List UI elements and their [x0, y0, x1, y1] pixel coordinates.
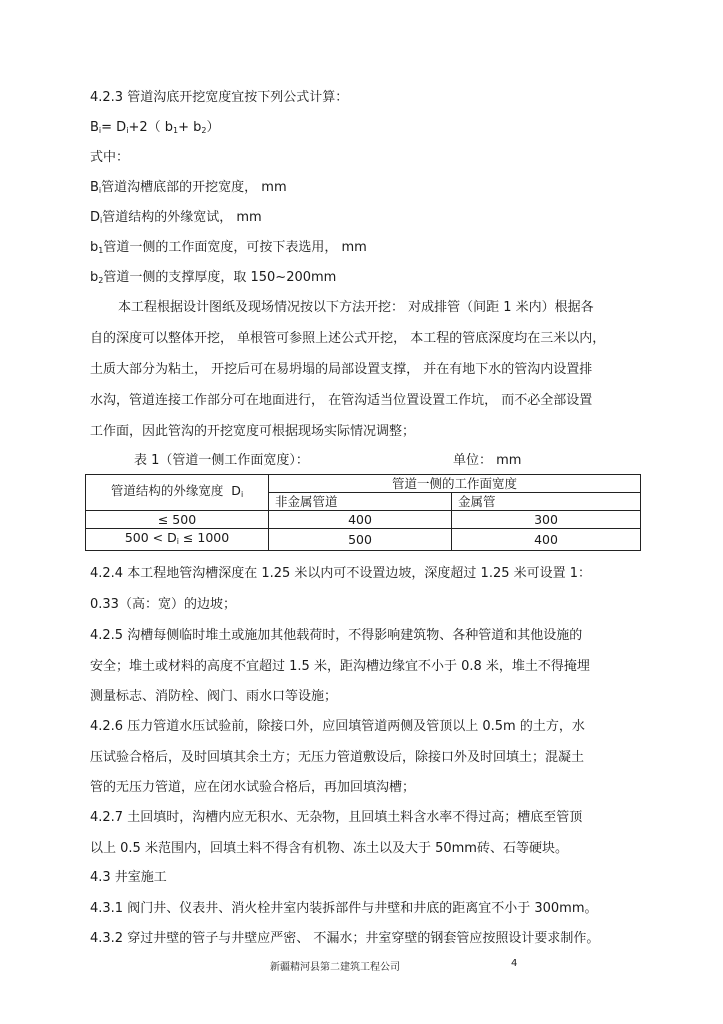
cell-range: ≤ 500 [86, 511, 269, 529]
formula-b2-sub: 2 [201, 126, 207, 135]
cell-range: $500 < D_i \le 1000$ [86, 529, 269, 551]
paragraph-line: 水沟，管道连接工作部分可在地面进行， 在管沟适当位置设置工作坑， 而不必全部设置 [90, 393, 593, 408]
formula-mid: +2（ b [128, 120, 173, 135]
paragraph-line: 4.3.1 阀门井、仪表井、消火栓井室内装拆部件与井壁和井底的距离宜不小于 300mm。 [90, 901, 598, 916]
formula-b1-sub: 1 [173, 126, 179, 135]
definition-b1: $b_1$管道一侧的工作面宽度，可按下表选用， mm [90, 240, 367, 255]
page-number: 4 [511, 958, 518, 969]
formula [90, 120, 219, 139]
paragraph-line: 4.2.7 土回填时，沟槽内应无积水、无杂物，且回填土料含水率不得过高；槽底至管顶 [90, 810, 583, 825]
paragraph-line: 本工程根据设计图纸及现场情况按以下方法开挖： 对成排管（间距 1 米内）根据各 [118, 300, 594, 315]
paragraph-line: 土质大部分为粘土， 开挖后可在易坍塌的局部设置支撑， 并在有地下水的管沟内设置排 [90, 362, 593, 377]
header-nonmetal: 非金属管道 [269, 493, 452, 511]
paragraph-line: 安全；堆土或材料的高度不宜超过 1.5 米，距沟槽边缘宜不小于 0.8 米，堆土不得掩埋 [90, 659, 590, 674]
definition-b2: $b_2$管道一侧的支撑厚度，取 150~200mm [90, 270, 337, 285]
header-metal: 金属管 [452, 493, 641, 511]
where-label: 式中： [90, 150, 130, 165]
formula-d-sub: i [126, 126, 129, 135]
cell-nonmetal: 400 [269, 511, 452, 529]
paragraph-line: 测量标志、消防栓、阀门、雨水口等设施； [90, 689, 338, 704]
paragraph-line: 4.2.6 压力管道水压试验前，除接口外，应回填管道两侧及管顶以上 0.5m 的土方，水 [90, 719, 585, 734]
paragraph-line: 4.2.5 沟槽每侧临时堆土或施加其他载荷时，不得影响建筑物、各种管道和其他设施的 [90, 628, 583, 643]
table-row [86, 511, 641, 529]
formula-eq: = D [101, 120, 127, 135]
work-face-width-table [85, 474, 641, 551]
table-unit: 单位： mm [453, 453, 522, 468]
paragraph-line: 以上 0.5 米范围内，回填土料不得含有机物、冻土以及大于 50mm砖、石等硬块。 [90, 841, 568, 856]
formula-end: ） [206, 120, 220, 135]
formula-plus: + b [178, 120, 202, 135]
paragraph-line: 4.3.2 穿过井壁的管子与井壁应严密、 不漏水；井室穿壁的钢套管应按照设计要求制作。 [90, 931, 600, 946]
header-outer-width: 管道结构的外缘宽度 $D_i$ [86, 475, 269, 511]
paragraph-line: 管的无压力管道，应在闭水试验合格后，再加回填沟槽； [90, 780, 416, 795]
cell-metal: 400 [452, 529, 641, 551]
definition-di: $D_i$管道结构的外缘宽试， mm [90, 210, 262, 225]
paragraph-line: 自的深度可以整体开挖， 单根管可参照上述公式开挖， 本工程的管底深度均在三米以内， [90, 331, 606, 346]
header-work-face-width: 管道一侧的工作面宽度 [269, 475, 641, 493]
formula-lhs-sub: i [98, 126, 102, 135]
section-heading-4-2-3: 4.2.3 管道沟底开挖宽度宜按下列公式计算： [90, 90, 349, 105]
paragraph-line: 0.33（高：宽）的边坡； [90, 597, 236, 612]
table-caption: 表 1（管道一侧工作面宽度）： [134, 453, 309, 468]
section-heading-4-3: 4.3 井室施工 [90, 870, 167, 885]
cell-nonmetal: 500 [269, 529, 452, 551]
page-footer-company: 新疆精河县第二建筑工程公司 [270, 962, 400, 973]
definition-bi: $B_i$管道沟槽底部的开挖宽度， mm [90, 180, 287, 195]
formula-lhs: B [90, 120, 99, 135]
paragraph-line: 压试验合格后，及时回填其余土方；无压力管道敷设后，除接口外及时回填土；混凝土 [90, 750, 585, 765]
cell-metal: 300 [452, 511, 641, 529]
paragraph-line: 4.2.4 本工程地管沟槽深度在 1.25 米以内可不设置边坡，深度超过 1.25 米可设置 1： [90, 566, 592, 581]
paragraph-line: 工作面，因此管沟的开挖宽度可根据现场实际情况调整； [90, 424, 416, 439]
table-row [86, 529, 641, 551]
